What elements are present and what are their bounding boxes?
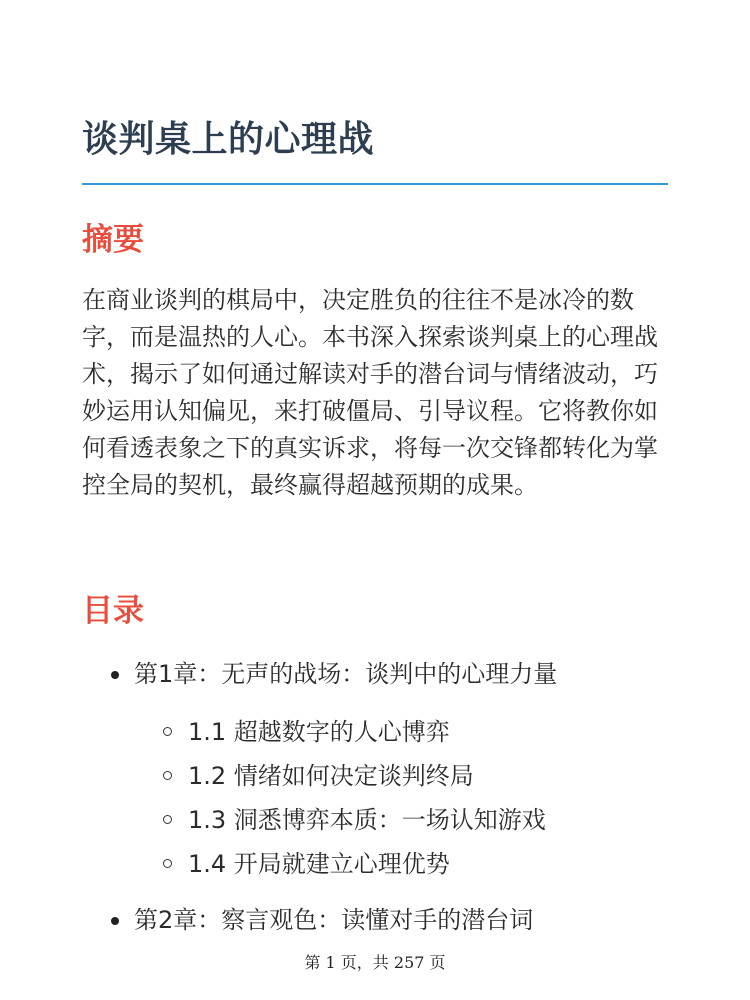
document-title: 谈判桌上的心理战 (82, 119, 375, 160)
toc-chapter-label: 第2章：察言观色：读懂对手的潜台词 (134, 906, 534, 934)
abstract-heading: 摘要 (82, 222, 144, 258)
bullet-disc-icon (111, 671, 119, 679)
toc-heading: 目录 (82, 593, 144, 629)
toc-section-label: 1.1 超越数字的人心博弈 (188, 718, 450, 746)
toc-section (134, 798, 682, 842)
bullet-disc-icon (111, 917, 119, 925)
toc-section-label: 1.2 情绪如何决定谈判终局 (188, 762, 474, 790)
toc-section (134, 842, 682, 886)
table-of-contents (82, 652, 682, 942)
toc-section-label: 1.3 洞悉博弈本质：一场认知游戏 (188, 806, 546, 834)
bullet-circle-icon (163, 815, 172, 824)
abstract-paragraph: 在商业谈判的棋局中，决定胜负的往往不是冰冷的数字，而是温热的人心。本书深入探索谈判桌上的心理战术，揭示了如何通过解读对手的潜台词与情绪波动，巧妙运用认知偏见，来打破僵局、引导议程。它将教你如何看透表象之下的真实诉求，将每一次交锋都转化为掌控全局的契机，最终赢得超越预期的成果。 (82, 286, 658, 499)
toc-section-list (134, 710, 682, 886)
toc-chapter (82, 898, 682, 942)
page-number-footer: 第 1 页，共 257 页 (304, 953, 446, 972)
bullet-circle-icon (163, 727, 172, 736)
title-divider (82, 183, 668, 185)
bullet-circle-icon (163, 859, 172, 868)
toc-section (134, 710, 682, 754)
toc-section (134, 754, 682, 798)
toc-section-label: 1.4 开局就建立心理优势 (188, 850, 450, 878)
toc-chapter (82, 652, 682, 886)
bullet-circle-icon (163, 771, 172, 780)
toc-chapter-label: 第1章：无声的战场：谈判中的心理力量 (134, 660, 558, 688)
